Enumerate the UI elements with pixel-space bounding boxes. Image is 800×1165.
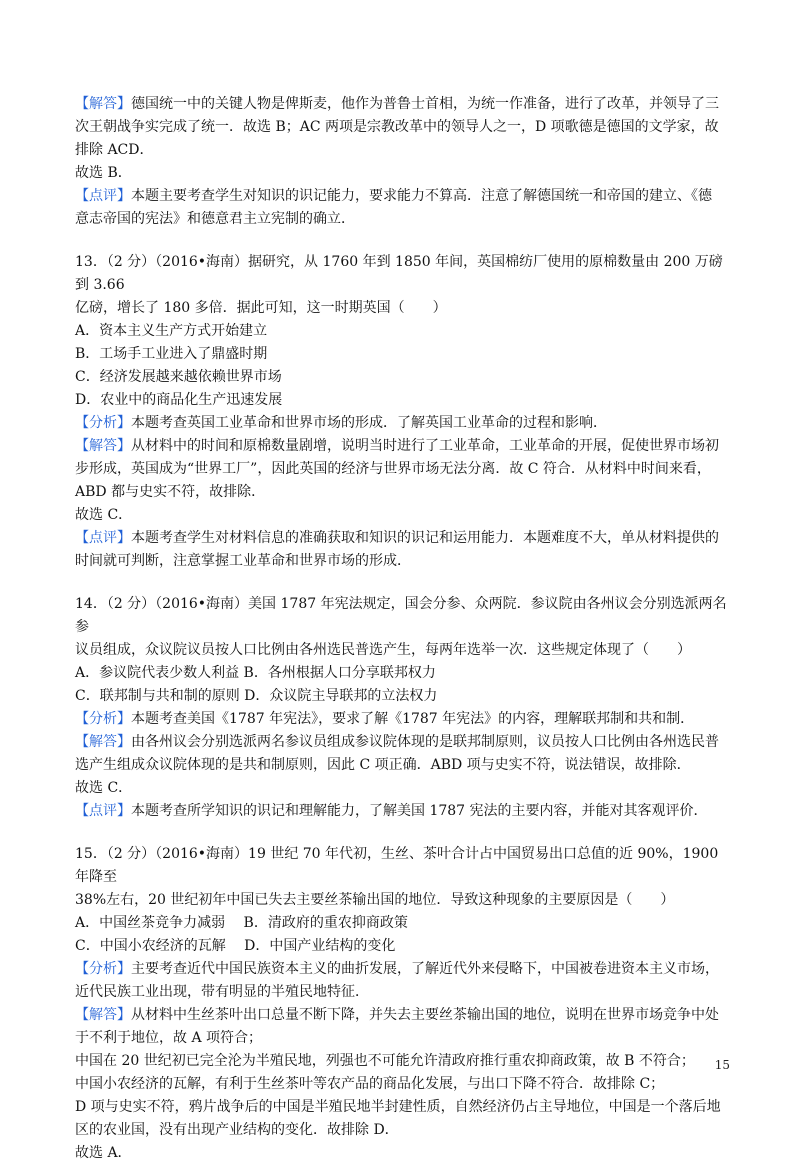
comment-tag: 【点评】 <box>75 530 131 546</box>
option-b: B．工场手工业进入了鼎盛时期 <box>75 346 268 362</box>
question-stem: 38%左右，20 世纪初年中国已失去主要丝茶输出国的地位．导致这种现象的主要原因是（ ） <box>75 892 675 908</box>
text-line: 时间就可判断，注意掌握工业革命和世界市场的形成． <box>75 553 411 569</box>
answer-block-12 <box>75 93 730 231</box>
text-line: 意志帝国的宪法》和德意君主立宪制的确立． <box>75 211 355 227</box>
document-body <box>75 93 730 1165</box>
option-a: A．资本主义生产方式开始建立 <box>75 323 268 339</box>
text-line: 故选 C． <box>75 507 133 523</box>
text-line: 中国小农经济的瓦解，有利于生丝茶叶等农产品的商品化发展，与出口下降不符合．故排除 C； <box>75 1076 665 1092</box>
text-line: 【分析】本题考查美国《1787 年宪法》，要求了解《1787 年宪法》的内容，理解联邦制和共和制． <box>75 711 695 727</box>
answer-tag: 【解答】 <box>75 438 131 454</box>
answer-tag: 【解答】 <box>75 96 131 112</box>
comment-tag: 【点评】 <box>75 803 131 819</box>
options-ab: A．参议院代表少数人利益 B．各州根据人口分享联邦权力 <box>75 665 436 681</box>
text-line: 近代民族工业出现，带有明显的半殖民地特征． <box>75 984 369 1000</box>
question-block-15 <box>75 843 730 1165</box>
options-cd: C．联邦制与共和制的原则 D．众议院主导联邦的立法权力 <box>75 688 438 704</box>
text-line: 选产生组成众议院体现的是共和制原则，因此 C 项正确．ABD 项与史实不符，说法错误，故排除． <box>75 757 691 773</box>
text-line: 中国在 20 世纪初已完全沦为半殖民地，列强也不可能允许清政府推行重农抑商政策，故 B 不符合； <box>75 1053 695 1069</box>
option-c: C．经济发展越来越依赖世界市场 <box>75 369 282 385</box>
comment-tag: 【点评】 <box>75 188 131 204</box>
options-cd: C．中国小农经济的瓦解 D．中国产业结构的变化 <box>75 938 396 954</box>
answer-tag: 【解答】 <box>75 1007 131 1023</box>
text-line: 区的农业国，没有出现产业结构的变化．故排除 D． <box>75 1122 399 1138</box>
text-line: 【点评】本题主要考查学生对知识的识记能力，要求能力不算高．注意了解德国统一和帝国的建立、《德 <box>75 188 712 204</box>
analysis-tag: 【分析】 <box>75 415 131 431</box>
answer-tag: 【解答】 <box>75 734 131 750</box>
text-line: 【解答】从材料中生丝茶叶出口总量不断下降，并失去主要丝茶输出国的地位，说明在世界市场竞争中处 <box>75 1007 719 1023</box>
text-line: 步形成，英国成为“世界工厂”，因此英国的经济与世界市场无法分离．故 C 符合．从材料中时间来看， <box>75 461 711 477</box>
question-stem: 13．（2 分）（2016•海南）据研究，从 1760 年到 1850 年间，英国棉纺厂使用的原棉数量由 200 万磅到 3.66 <box>75 254 723 293</box>
text-line: ABD 都与史实不符，故排除． <box>75 484 266 500</box>
text-line: 【分析】本题考查英国工业革命和世界市场的形成．了解英国工业革命的过程和影响． <box>75 415 607 431</box>
page-number: 15 <box>714 1058 730 1072</box>
text-line: 【解答】德国统一中的关键人物是俾斯麦，他作为普鲁士首相，为统一作准备，进行了改革，并领导了三 <box>75 96 719 112</box>
question-stem: 14．（2 分）（2016•海南）美国 1787 年宪法规定，国会分参、众两院．参议院由各州议会分别选派两名参 <box>75 596 727 635</box>
text-line: 故选 A． <box>75 1145 132 1161</box>
text-line: 故选 C． <box>75 780 133 796</box>
text-line: 【解答】从材料中的时间和原棉数量剧增，说明当时进行了工业革命，工业革命的开展，促使世界市场初 <box>75 438 719 454</box>
question-stem: 议员组成，众议院议员按人口比例由各州选民普选产生，每两年选举一次．这些规定体现了（ ） <box>75 642 691 658</box>
text-line: 【点评】本题考查所学知识的识记和理解能力，了解美国 1787 宪法的主要内容，并能对其客观评价． <box>75 803 708 819</box>
question-stem: 15．（2 分）（2016•海南）19 世纪 70 年代初，生丝、茶叶合计占中国贸易出口总值的近 90%，1900 年降至 <box>75 846 723 885</box>
text-line: 排除 ACD． <box>75 142 154 158</box>
text-line: 次王朝战争实完成了统一．故选 B；AC 两项是宗教改革中的领导人之一，D 项歌德是德国的文学家，故 <box>75 119 719 135</box>
analysis-tag: 【分析】 <box>75 961 131 977</box>
text-line: 【点评】本题考查学生对材料信息的准确获取和知识的识记和运用能力．本题难度不大，单从材料提供的 <box>75 530 719 546</box>
question-block-13 <box>75 251 730 573</box>
text-line: D 项与史实不符，鸦片战争后的中国是半殖民地半封建性质，自然经济仍占主导地位，中国是一个落后地 <box>75 1099 721 1115</box>
option-d: D．农业中的商品化生产迅速发展 <box>75 392 283 408</box>
text-line: 故选 B． <box>75 165 132 181</box>
analysis-tag: 【分析】 <box>75 711 131 727</box>
text-line: 【解答】由各州议会分别选派两名参议员组成参议院体现的是联邦制原则，议员按人口比例由各州选民普 <box>75 734 719 750</box>
text-line: 【分析】主要考查近代中国民族资本主义的曲折发展，了解近代外来侵略下，中国被卷进资本主义市场， <box>75 961 719 977</box>
question-block-14 <box>75 593 730 823</box>
question-stem: 亿磅，增长了 180 多倍．据此可知，这一时期英国（ ） <box>75 300 447 316</box>
options-ab: A．中国丝茶竞争力减弱 B．清政府的重农抑商政策 <box>75 915 408 931</box>
text-line: 于不利于地位，故 A 项符合； <box>75 1030 263 1046</box>
